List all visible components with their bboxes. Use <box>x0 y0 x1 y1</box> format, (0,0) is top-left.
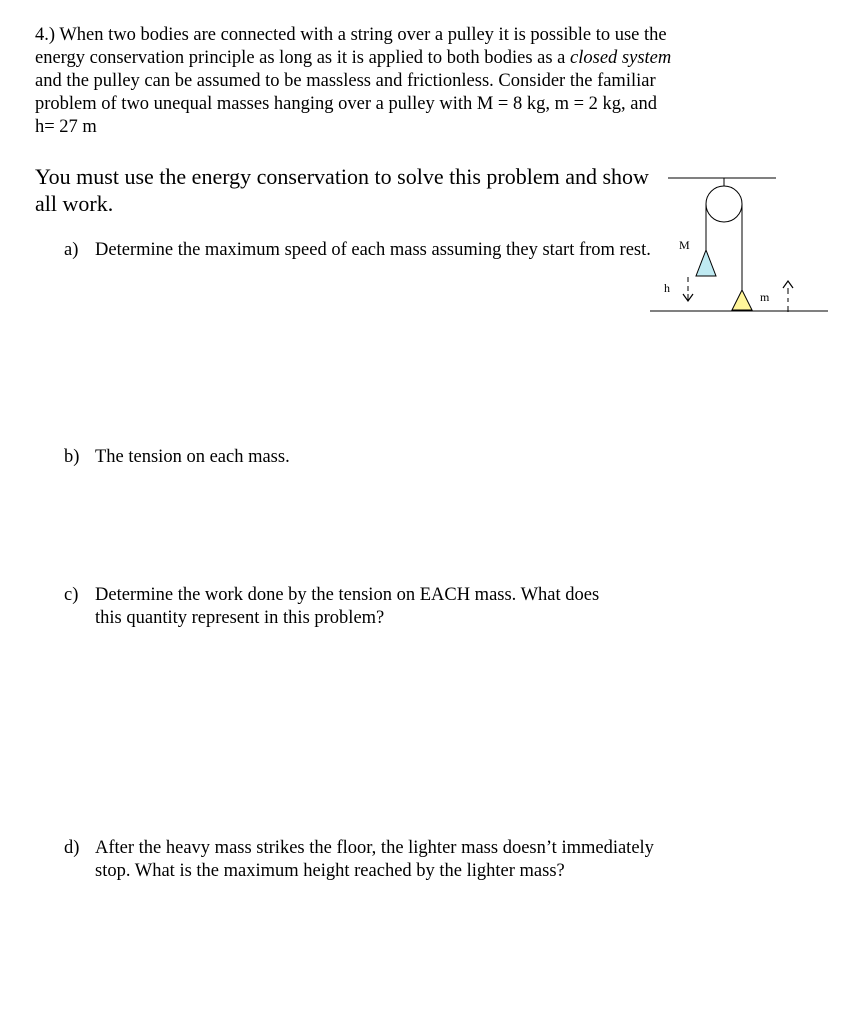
instruction-text: You must use the energy conservation to solve this problem and show all work. <box>35 164 649 216</box>
part-c-text: Determine the work done by the tension on EACH mass. What does this quantity represent in this problem? <box>95 585 600 628</box>
down-arrow-icon <box>683 277 693 301</box>
part-b <box>64 446 664 469</box>
closed-system-term: closed system <box>570 48 672 68</box>
part-b-label: b) <box>64 447 80 467</box>
problem-intro <box>35 24 675 139</box>
part-a-label: a) <box>64 240 79 260</box>
pulley-diagram <box>640 160 840 325</box>
label-h: h <box>664 281 670 295</box>
up-arrow-icon <box>783 281 793 312</box>
label-m: m <box>760 290 770 304</box>
problem-intro-text-rest: and the pulley can be assumed to be massless and frictionless. Consider the familiar problem of two unequal masses hanging over a pulley with M = 8 kg, m = 2 kg, and h= 27 m <box>35 71 658 137</box>
heavy-mass-M <box>696 250 716 276</box>
part-d-label: d) <box>64 838 80 858</box>
part-c <box>64 584 624 630</box>
part-c-label: c) <box>64 585 79 605</box>
part-a <box>64 239 664 262</box>
part-a-text: Determine the maximum speed of each mass assuming they start from rest. <box>95 240 651 260</box>
part-d <box>64 837 664 883</box>
light-mass-m <box>732 290 752 310</box>
problem-intro-text: 4.) When two bodies are connected with a string over a pulley it is possible to use the energy conservation principle as long as it is applied to both bodies as a <box>35 25 667 68</box>
label-M: M <box>679 238 690 252</box>
part-b-text: The tension on each mass. <box>95 447 290 467</box>
pulley-wheel <box>706 186 742 222</box>
part-d-text: After the heavy mass strikes the floor, the lighter mass doesn’t immediately stop. What is the maximum height reached by the lighter mass? <box>95 838 654 881</box>
